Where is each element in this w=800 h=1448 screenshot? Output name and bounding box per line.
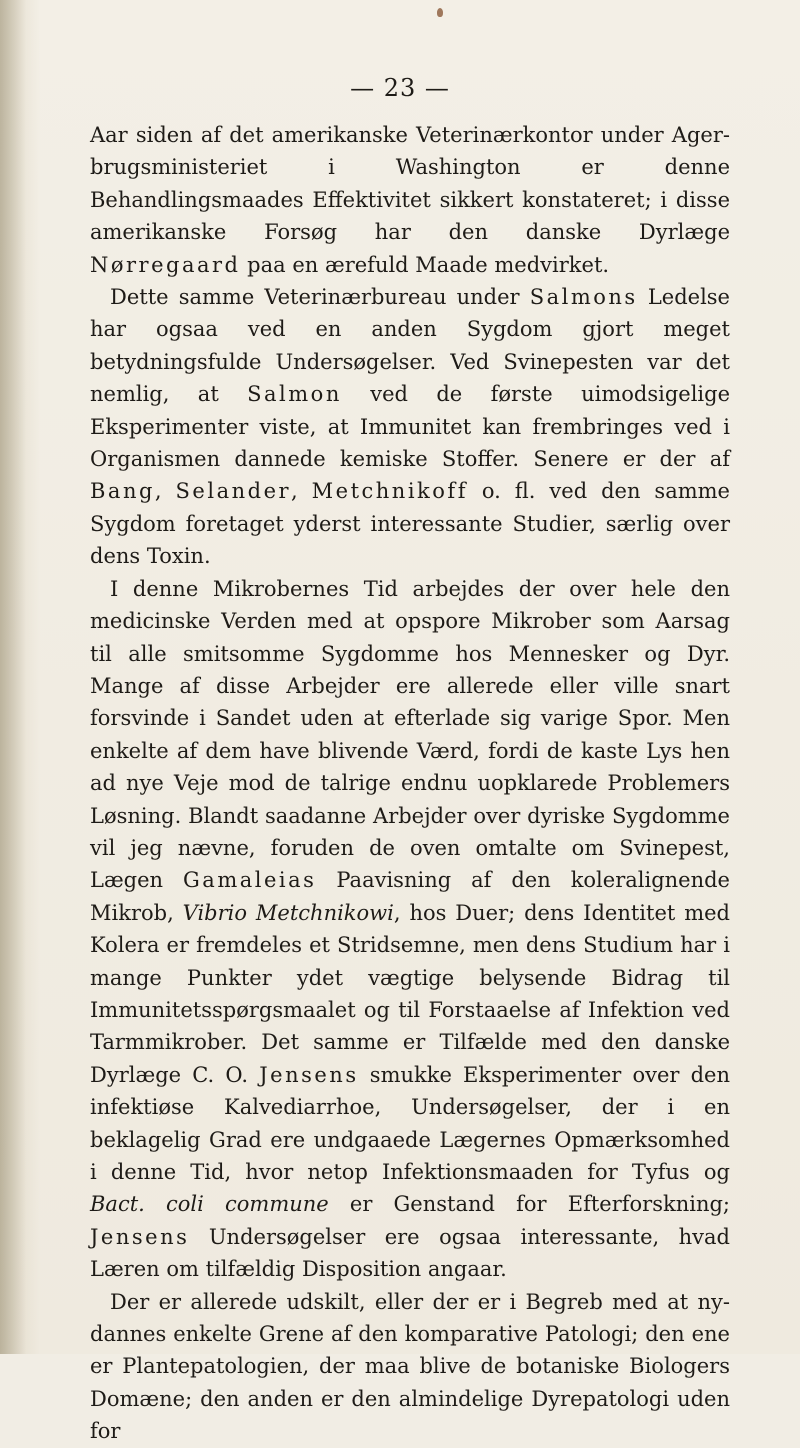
text-run: ved de første uimodsigelige Eksperimenter viste, at Immunitet kan frembringes ved i Organismen dannede kemiske Stoffer. Senere er der af [90,382,730,472]
spaced-name: Gamaleias [183,868,317,893]
ink-mark [437,8,443,17]
spaced-name: Jensens [90,1224,190,1249]
text-run: Undersøgelser ere ogsaa interessante, hvad Læren om tilfældig Disposition angaar. [90,1224,730,1282]
text-run: smukke Eksperimenter over den infektiøse Kalvediarrhoe, Undersøgelser, der i en beklagelig Grad ere undgaaede Lægernes Opmærksomhed i denne Tid, hvor netop Infektionsmaaden for Tyfus og [90,1062,730,1184]
body-text [90,119,730,1448]
spaced-name: Salmons [529,285,638,310]
text-run: o. fl. ved den samme Sygdom foretaget yderst interessante Studier, særlig over dens Toxin. [90,479,730,569]
text-run: Dette samme Veterinærbureau under [110,285,530,310]
spaced-name: Jensens [259,1062,359,1087]
spaced-name: Nørregaard [90,252,241,277]
text-run: paa en ærefuld Maade medvirket. [240,252,610,277]
paragraph [90,281,730,573]
spaced-name: Selander [175,479,292,504]
paragraph [90,1286,730,1448]
text-run: I denne Mikrobernes Tid arbejdes der over hele den medicinske Verden med at opspore Mikrober som Aarsag til alle smitsomme Sygdomme hos Mennesker og Dyr. Mange af disse Arbejder ere allerede eller ville snart forsvinde i Sandet uden at efterlade sig varige Spor. Men enkelte af dem have blivende Værd, fordi de kaste Lys hen ad nye Veje mod de talrige endnu uopklarede Problemers Løsning. Blandt saadanne Arbejder over dyriske Sygdomme vil jeg nævne, foruden de oven omtalte om Svinepest, Lægen [90,576,730,893]
text-run: , [154,479,176,504]
text-run: Paavisning af den koleralignende Mikrob, [90,868,730,925]
text-run: , hos Duer; dens Identitet med Kolera er fremdeles et Stridsemne, men dens Studium har i mange Punkter ydet vægtige belysende Bidrag til Immunitetsspørgsmaalet og til Forstaaelse af Infektion ved Tarmmikrober. Det samme er Tilfælde med den danske Dyrlæge C. O. [90,900,730,1087]
paragraph [90,573,730,1286]
spaced-name: Salmon [247,382,342,407]
paragraph [90,119,730,281]
spaced-name: Metchnikoff [311,479,468,504]
text-run: Ledelse har ogsaa ved en anden Sygdom gjort meget betydningsfulde Undersøgelser. Ved Svinepesten var det nemlig, at [90,285,730,407]
italic-term: Vibrio Metchnikowi [182,900,394,925]
spaced-name: Bang [90,479,155,504]
italic-term: Bact. coli commune [90,1192,329,1217]
text-run: , [291,479,312,504]
text-run: er Genstand for Efterforskning; [328,1192,730,1217]
binding-shadow [0,0,26,1354]
page-number: — 23 — [350,74,450,102]
text-run: Der er allerede udskilt, eller der er i Begreb med at nydannes enkelte Grene af den komparative Patologi; den ene er Plantepatologien, der maa blive de botaniske Biologers Domæne; den anden er den almindelige Dyrepatologi uden for [90,1289,730,1444]
text-run: Aar siden af det amerikanske Veterinærkontor under Agerbrugsministeriet i Washington er denne Behandlingsmaades Effektivitet sikkert konstateret; i disse amerikanske Forsøg har den danske Dyrlæge [90,123,730,245]
